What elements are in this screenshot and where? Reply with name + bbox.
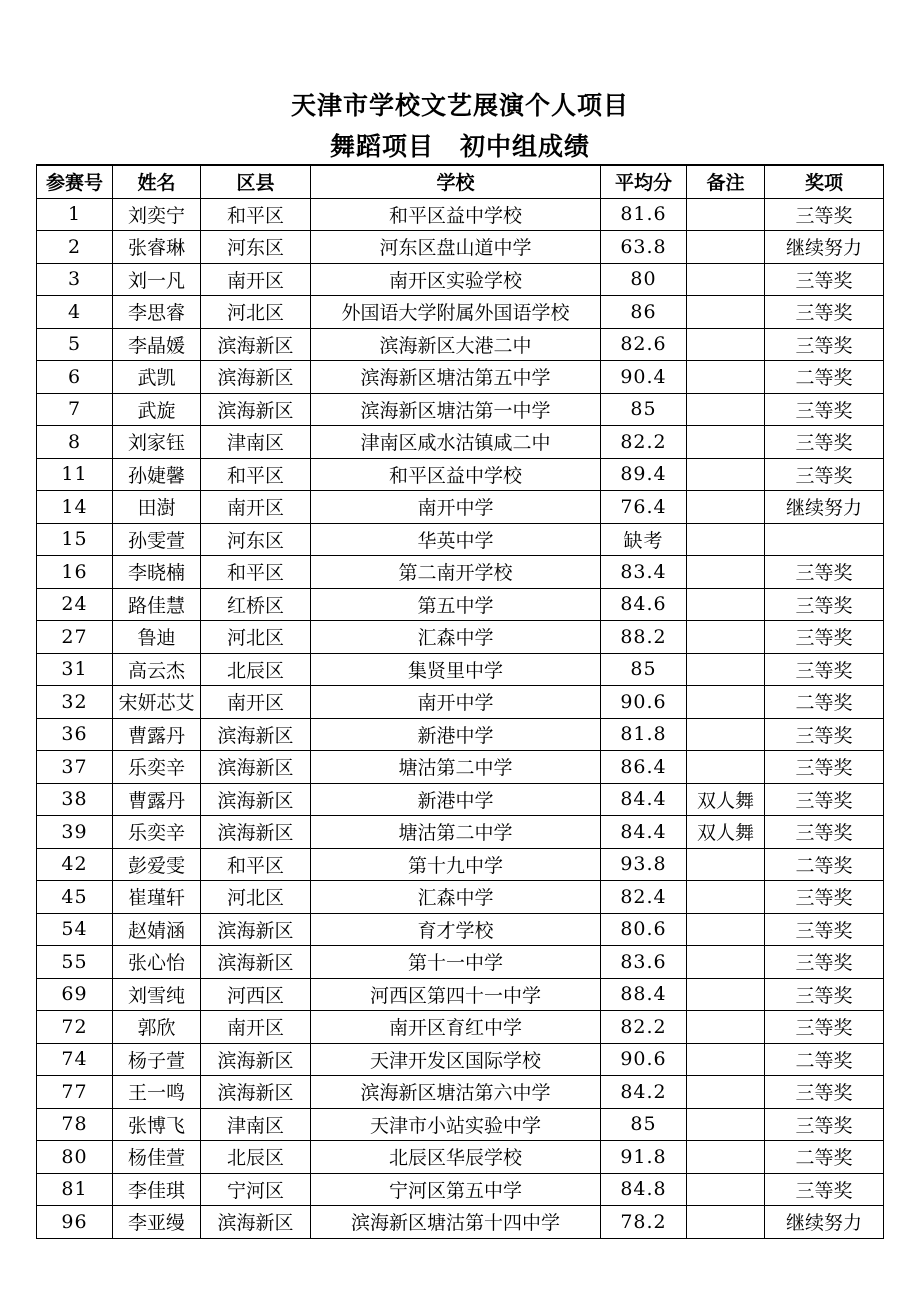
cell-district: 河东区: [201, 231, 311, 264]
cell-award: 三等奖: [765, 946, 884, 979]
cell-award: [765, 523, 884, 556]
cell-average-score: 84.2: [601, 1076, 687, 1109]
table-row: [37, 978, 884, 1011]
cell-district: 宁河区: [201, 1173, 311, 1206]
cell-average-score: 90.6: [601, 686, 687, 719]
cell-entry-number: 38: [37, 783, 113, 816]
cell-name: 乐奕辛: [113, 816, 201, 849]
cell-district: 滨海新区: [201, 1206, 311, 1239]
cell-name: 孙雯萱: [113, 523, 201, 556]
cell-district: 和平区: [201, 848, 311, 881]
cell-remarks: [687, 588, 765, 621]
cell-district: 滨海新区: [201, 946, 311, 979]
cell-entry-number: 72: [37, 1011, 113, 1044]
cell-award: 三等奖: [765, 263, 884, 296]
cell-name: 李亚缦: [113, 1206, 201, 1239]
cell-school: 北辰区华辰学校: [311, 1141, 601, 1174]
cell-name: 李晓楠: [113, 556, 201, 589]
cell-entry-number: 11: [37, 458, 113, 491]
cell-average-score: 82.2: [601, 1011, 687, 1044]
cell-entry-number: 6: [37, 361, 113, 394]
cell-school: 滨海新区大港二中: [311, 328, 601, 361]
cell-name: 郭欣: [113, 1011, 201, 1044]
cell-remarks: [687, 946, 765, 979]
cell-award: 三等奖: [765, 296, 884, 329]
cell-school: 汇森中学: [311, 881, 601, 914]
cell-average-score: 88.4: [601, 978, 687, 1011]
cell-remarks: [687, 296, 765, 329]
table-row: [37, 458, 884, 491]
cell-district: 河北区: [201, 881, 311, 914]
table-row: [37, 816, 884, 849]
cell-name: 刘家钰: [113, 426, 201, 459]
cell-entry-number: 54: [37, 913, 113, 946]
cell-entry-number: 27: [37, 621, 113, 654]
cell-school: 南开区育红中学: [311, 1011, 601, 1044]
cell-award: 三等奖: [765, 881, 884, 914]
cell-average-score: 83.6: [601, 946, 687, 979]
table-row: [37, 751, 884, 784]
table-row: [37, 588, 884, 621]
cell-school: 滨海新区塘沽第六中学: [311, 1076, 601, 1109]
cell-average-score: 82.6: [601, 328, 687, 361]
cell-average-score: 93.8: [601, 848, 687, 881]
cell-school: 新港中学: [311, 783, 601, 816]
cell-average-score: 84.4: [601, 816, 687, 849]
cell-name: 刘奕宁: [113, 198, 201, 231]
cell-entry-number: 36: [37, 718, 113, 751]
cell-entry-number: 3: [37, 263, 113, 296]
cell-entry-number: 1: [37, 198, 113, 231]
cell-school: 南开中学: [311, 686, 601, 719]
cell-remarks: [687, 653, 765, 686]
cell-school: 滨海新区塘沽第一中学: [311, 393, 601, 426]
cell-school: 河东区盘山道中学: [311, 231, 601, 264]
cell-name: 宋妍芯艾: [113, 686, 201, 719]
cell-average-score: 80: [601, 263, 687, 296]
table-row: [37, 1076, 884, 1109]
cell-district: 红桥区: [201, 588, 311, 621]
cell-average-score: 84.8: [601, 1173, 687, 1206]
cell-remarks: [687, 1108, 765, 1141]
table-row: [37, 1141, 884, 1174]
cell-district: 北辰区: [201, 1141, 311, 1174]
cell-award: 三等奖: [765, 653, 884, 686]
table-row: [37, 556, 884, 589]
cell-name: 王一鸣: [113, 1076, 201, 1109]
cell-award: 三等奖: [765, 426, 884, 459]
cell-average-score: 63.8: [601, 231, 687, 264]
cell-entry-number: 2: [37, 231, 113, 264]
column-header-name: 姓名: [113, 165, 201, 198]
table-row: [37, 881, 884, 914]
cell-remarks: [687, 523, 765, 556]
cell-district: 和平区: [201, 458, 311, 491]
cell-name: 张博飞: [113, 1108, 201, 1141]
table-row: [37, 1173, 884, 1206]
cell-average-score: 83.4: [601, 556, 687, 589]
cell-school: 和平区益中学校: [311, 198, 601, 231]
cell-award: 二等奖: [765, 848, 884, 881]
table-row: [37, 263, 884, 296]
cell-remarks: [687, 1076, 765, 1109]
cell-district: 滨海新区: [201, 783, 311, 816]
cell-award: 三等奖: [765, 621, 884, 654]
cell-remarks: [687, 426, 765, 459]
cell-remarks: [687, 718, 765, 751]
cell-name: 乐奕辛: [113, 751, 201, 784]
cell-school: 第五中学: [311, 588, 601, 621]
cell-name: 赵婧涵: [113, 913, 201, 946]
table-row: [37, 848, 884, 881]
cell-entry-number: 31: [37, 653, 113, 686]
page-subtitle: 舞蹈项目 初中组成绩: [329, 132, 590, 161]
cell-remarks: [687, 621, 765, 654]
cell-name: 曹露丹: [113, 718, 201, 751]
cell-remarks: [687, 686, 765, 719]
cell-district: 滨海新区: [201, 913, 311, 946]
table-row: [37, 913, 884, 946]
column-header-school: 学校: [311, 165, 601, 198]
table-row: [37, 198, 884, 231]
cell-award: 三等奖: [765, 1108, 884, 1141]
cell-remarks: [687, 848, 765, 881]
cell-entry-number: 74: [37, 1043, 113, 1076]
table-row: [37, 328, 884, 361]
cell-entry-number: 77: [37, 1076, 113, 1109]
cell-district: 河北区: [201, 296, 311, 329]
table-row: [37, 361, 884, 394]
cell-award: 三等奖: [765, 556, 884, 589]
results-table: [36, 164, 884, 1239]
table-row: [37, 426, 884, 459]
cell-remarks: [687, 231, 765, 264]
cell-name: 崔瑾轩: [113, 881, 201, 914]
cell-name: 刘雪纯: [113, 978, 201, 1011]
cell-award: 二等奖: [765, 1141, 884, 1174]
cell-district: 和平区: [201, 198, 311, 231]
cell-school: 宁河区第五中学: [311, 1173, 601, 1206]
header-row: [37, 165, 884, 198]
cell-average-score: 88.2: [601, 621, 687, 654]
cell-average-score: 89.4: [601, 458, 687, 491]
cell-remarks: [687, 393, 765, 426]
results-table-body: [37, 198, 884, 1238]
cell-remarks: [687, 1206, 765, 1239]
table-row: [37, 231, 884, 264]
cell-school: 津南区咸水沽镇咸二中: [311, 426, 601, 459]
cell-district: 南开区: [201, 686, 311, 719]
table-row: [37, 1011, 884, 1044]
cell-entry-number: 14: [37, 491, 113, 524]
cell-remarks: [687, 361, 765, 394]
cell-award: 继续努力: [765, 491, 884, 524]
cell-school: 育才学校: [311, 913, 601, 946]
cell-average-score: 81.8: [601, 718, 687, 751]
cell-name: 张睿琳: [113, 231, 201, 264]
cell-entry-number: 42: [37, 848, 113, 881]
column-header-district: 区县: [201, 165, 311, 198]
cell-average-score: 90.6: [601, 1043, 687, 1076]
table-row: [37, 718, 884, 751]
cell-name: 杨子萱: [113, 1043, 201, 1076]
column-header-average-score: 平均分: [601, 165, 687, 198]
cell-school: 南开中学: [311, 491, 601, 524]
page-title: 天津市学校文艺展演个人项目: [290, 91, 629, 120]
cell-remarks: [687, 198, 765, 231]
cell-name: 武凯: [113, 361, 201, 394]
cell-name: 李佳琪: [113, 1173, 201, 1206]
cell-entry-number: 16: [37, 556, 113, 589]
cell-remarks: [687, 1043, 765, 1076]
cell-average-score: 86.4: [601, 751, 687, 784]
cell-school: 汇森中学: [311, 621, 601, 654]
cell-school: 南开区实验学校: [311, 263, 601, 296]
cell-district: 南开区: [201, 263, 311, 296]
cell-award: 三等奖: [765, 198, 884, 231]
cell-district: 南开区: [201, 1011, 311, 1044]
cell-entry-number: 39: [37, 816, 113, 849]
cell-remarks: 双人舞: [687, 783, 765, 816]
cell-entry-number: 8: [37, 426, 113, 459]
cell-entry-number: 32: [37, 686, 113, 719]
cell-district: 南开区: [201, 491, 311, 524]
table-row: [37, 523, 884, 556]
cell-award: 二等奖: [765, 1043, 884, 1076]
cell-district: 滨海新区: [201, 393, 311, 426]
cell-award: 三等奖: [765, 718, 884, 751]
cell-name: 李思睿: [113, 296, 201, 329]
cell-remarks: [687, 978, 765, 1011]
cell-entry-number: 55: [37, 946, 113, 979]
cell-entry-number: 69: [37, 978, 113, 1011]
cell-entry-number: 15: [37, 523, 113, 556]
cell-school: 塘沽第二中学: [311, 816, 601, 849]
cell-award: 二等奖: [765, 686, 884, 719]
cell-remarks: [687, 751, 765, 784]
cell-school: 第二南开学校: [311, 556, 601, 589]
cell-average-score: 84.6: [601, 588, 687, 621]
cell-school: 新港中学: [311, 718, 601, 751]
cell-district: 滨海新区: [201, 1076, 311, 1109]
cell-award: 三等奖: [765, 816, 884, 849]
cell-average-score: 86: [601, 296, 687, 329]
table-row: [37, 783, 884, 816]
cell-school: 华英中学: [311, 523, 601, 556]
cell-school: 第十一中学: [311, 946, 601, 979]
cell-entry-number: 24: [37, 588, 113, 621]
cell-remarks: [687, 491, 765, 524]
column-header-award: 奖项: [765, 165, 884, 198]
table-row: [37, 296, 884, 329]
cell-average-score: 78.2: [601, 1206, 687, 1239]
cell-entry-number: 7: [37, 393, 113, 426]
cell-award: 三等奖: [765, 1011, 884, 1044]
cell-remarks: [687, 556, 765, 589]
cell-award: 继续努力: [765, 1206, 884, 1239]
cell-district: 河西区: [201, 978, 311, 1011]
cell-name: 杨佳萱: [113, 1141, 201, 1174]
cell-average-score: 85: [601, 1108, 687, 1141]
cell-entry-number: 4: [37, 296, 113, 329]
cell-award: 三等奖: [765, 751, 884, 784]
cell-entry-number: 96: [37, 1206, 113, 1239]
cell-award: 三等奖: [765, 458, 884, 491]
cell-name: 张心怡: [113, 946, 201, 979]
table-row: [37, 393, 884, 426]
cell-average-score: 81.6: [601, 198, 687, 231]
cell-district: 滨海新区: [201, 816, 311, 849]
table-row: [37, 1206, 884, 1239]
cell-award: 三等奖: [765, 913, 884, 946]
cell-average-score: 90.4: [601, 361, 687, 394]
table-row: [37, 946, 884, 979]
cell-award: 三等奖: [765, 783, 884, 816]
cell-remarks: [687, 263, 765, 296]
cell-school: 滨海新区塘沽第十四中学: [311, 1206, 601, 1239]
cell-remarks: [687, 881, 765, 914]
cell-school: 第十九中学: [311, 848, 601, 881]
table-row: [37, 1043, 884, 1076]
cell-name: 彭爱雯: [113, 848, 201, 881]
table-row: [37, 653, 884, 686]
cell-award: 三等奖: [765, 1173, 884, 1206]
cell-name: 高云杰: [113, 653, 201, 686]
cell-average-score: 85: [601, 393, 687, 426]
cell-award: 二等奖: [765, 361, 884, 394]
cell-district: 河北区: [201, 621, 311, 654]
cell-district: 滨海新区: [201, 1043, 311, 1076]
cell-remarks: [687, 1011, 765, 1044]
cell-school: 外国语大学附属外国语学校: [311, 296, 601, 329]
cell-award: 三等奖: [765, 1076, 884, 1109]
cell-district: 北辰区: [201, 653, 311, 686]
cell-name: 孙婕馨: [113, 458, 201, 491]
cell-average-score: 缺考: [601, 523, 687, 556]
cell-district: 河东区: [201, 523, 311, 556]
cell-name: 路佳慧: [113, 588, 201, 621]
cell-district: 和平区: [201, 556, 311, 589]
table-row: [37, 1108, 884, 1141]
cell-average-score: 80.6: [601, 913, 687, 946]
cell-remarks: [687, 913, 765, 946]
cell-entry-number: 78: [37, 1108, 113, 1141]
cell-remarks: 双人舞: [687, 816, 765, 849]
cell-school: 塘沽第二中学: [311, 751, 601, 784]
cell-entry-number: 5: [37, 328, 113, 361]
table-row: [37, 491, 884, 524]
cell-average-score: 91.8: [601, 1141, 687, 1174]
column-header-entry-number: 参赛号: [37, 165, 113, 198]
cell-name: 鲁迪: [113, 621, 201, 654]
cell-entry-number: 37: [37, 751, 113, 784]
cell-entry-number: 45: [37, 881, 113, 914]
cell-average-score: 84.4: [601, 783, 687, 816]
cell-average-score: 82.4: [601, 881, 687, 914]
cell-name: 刘一凡: [113, 263, 201, 296]
cell-school: 天津开发区国际学校: [311, 1043, 601, 1076]
table-row: [37, 686, 884, 719]
cell-district: 滨海新区: [201, 328, 311, 361]
cell-entry-number: 80: [37, 1141, 113, 1174]
cell-award: 三等奖: [765, 588, 884, 621]
cell-school: 集贤里中学: [311, 653, 601, 686]
cell-average-score: 76.4: [601, 491, 687, 524]
cell-name: 田澍: [113, 491, 201, 524]
table-row: [37, 621, 884, 654]
cell-remarks: [687, 458, 765, 491]
cell-school: 滨海新区塘沽第五中学: [311, 361, 601, 394]
cell-district: 津南区: [201, 1108, 311, 1141]
cell-name: 曹露丹: [113, 783, 201, 816]
cell-remarks: [687, 1173, 765, 1206]
cell-award: 继续努力: [765, 231, 884, 264]
cell-award: 三等奖: [765, 393, 884, 426]
cell-entry-number: 81: [37, 1173, 113, 1206]
cell-average-score: 82.2: [601, 426, 687, 459]
cell-award: 三等奖: [765, 328, 884, 361]
cell-district: 滨海新区: [201, 718, 311, 751]
cell-school: 河西区第四十一中学: [311, 978, 601, 1011]
cell-remarks: [687, 328, 765, 361]
cell-district: 滨海新区: [201, 751, 311, 784]
cell-remarks: [687, 1141, 765, 1174]
cell-district: 津南区: [201, 426, 311, 459]
cell-district: 滨海新区: [201, 361, 311, 394]
cell-average-score: 85: [601, 653, 687, 686]
cell-award: 三等奖: [765, 978, 884, 1011]
cell-name: 李晶媛: [113, 328, 201, 361]
cell-school: 和平区益中学校: [311, 458, 601, 491]
column-header-remarks: 备注: [687, 165, 765, 198]
cell-name: 武旋: [113, 393, 201, 426]
cell-school: 天津市小站实验中学: [311, 1108, 601, 1141]
